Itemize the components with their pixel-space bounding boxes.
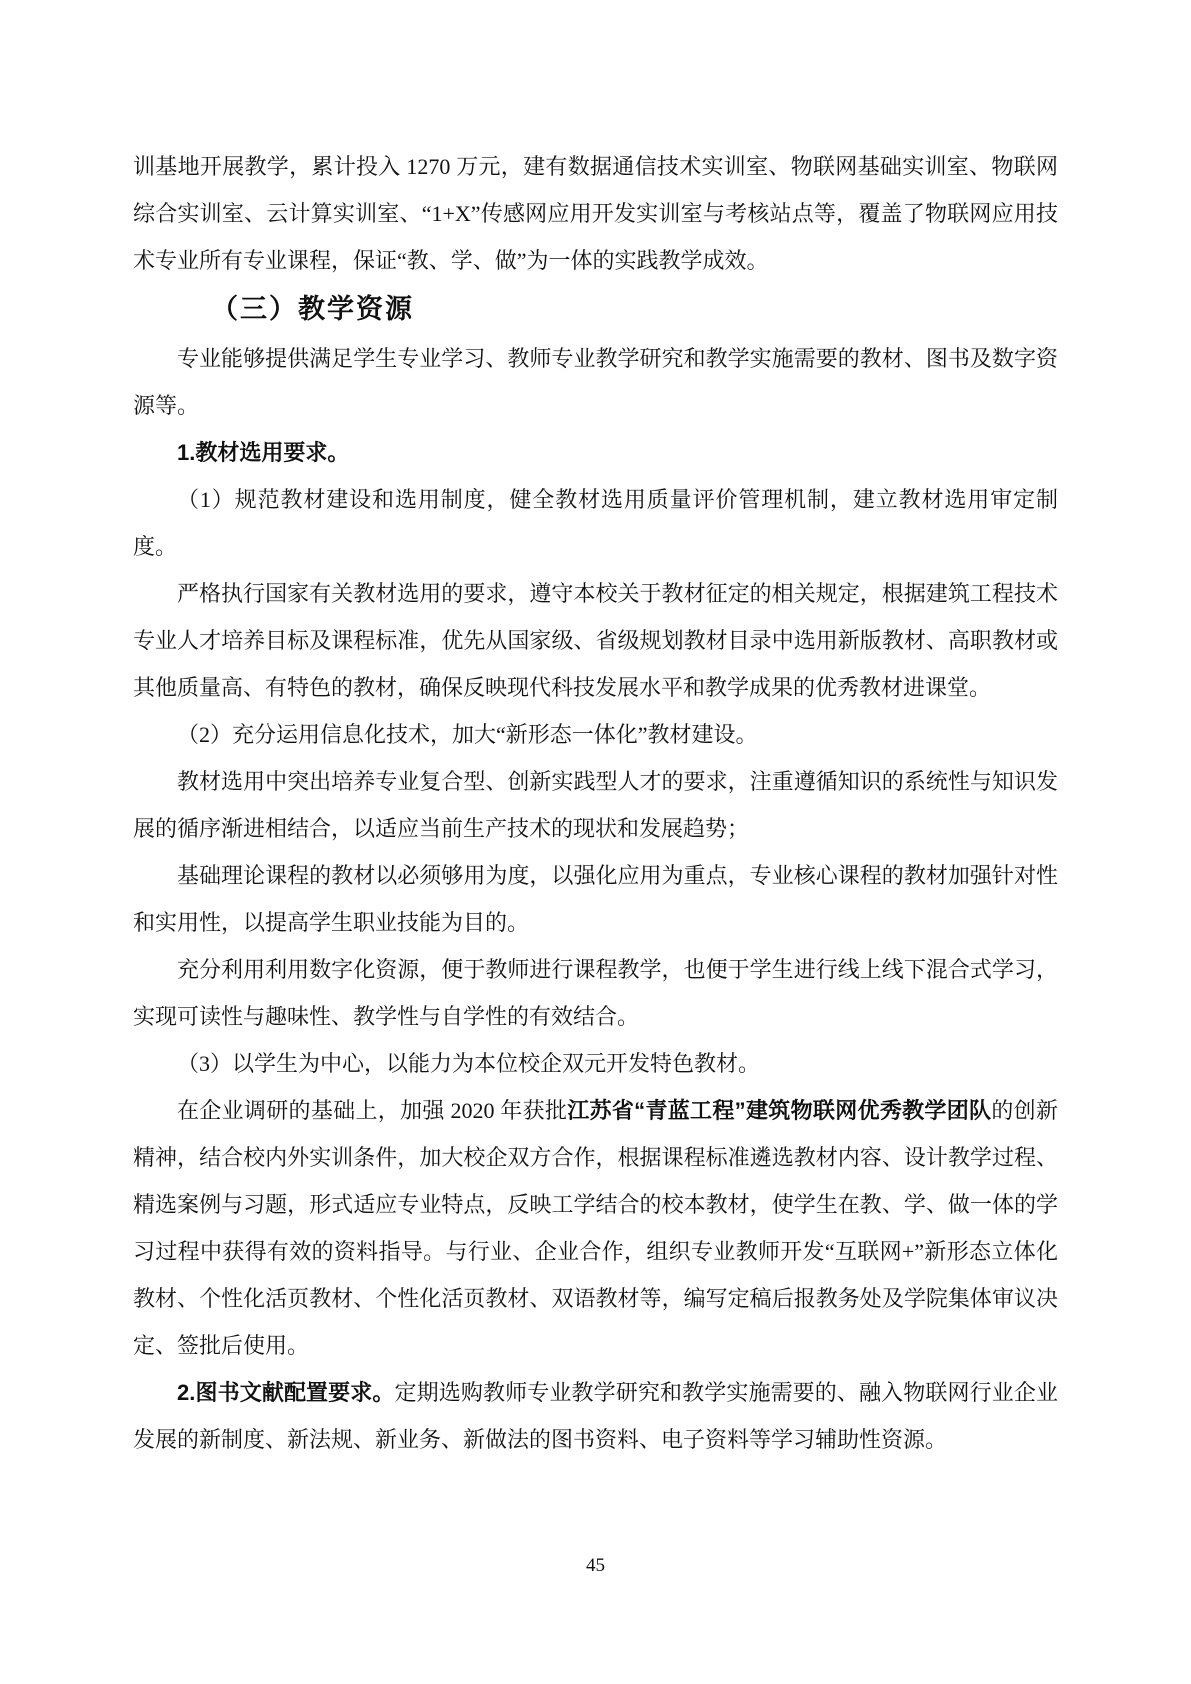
text-run: （2）充分运用信息化技术，加大“新形态一体化”教材建设。 bbox=[177, 722, 758, 747]
text-run: 定期选购教师专业教学研究和教学实施需要的、融入物联网行业企业发展的新制度、新法规、新业务、新做法的图书资料、电子资料等学习辅助性资源。 bbox=[133, 1380, 1058, 1452]
text-run: 专业能够提供满足学生专业学习、教师专业教学研究和教学实施需要的教材、图书及数字资源等。 bbox=[133, 346, 1058, 418]
text-run: （1）规范教材建设和选用制度，健全教材选用质量评价管理机制，建立教材选用审定制度。 bbox=[133, 487, 1058, 559]
paragraph bbox=[133, 429, 1058, 476]
section-heading bbox=[133, 284, 1058, 335]
bold-text-run: 2.图书文献配置要求。 bbox=[177, 1380, 395, 1405]
text-run: 教材选用中突出培养专业复合型、创新实践型人才的要求，注重遵循知识的系统性与知识发展的循序渐进相结合，以适应当前生产技术的现状和发展趋势； bbox=[133, 769, 1058, 841]
page-number: 45 bbox=[586, 1555, 605, 1576]
paragraph bbox=[133, 1040, 1058, 1087]
paragraph bbox=[133, 335, 1058, 429]
text-run: 基础理论课程的教材以必须够用为度，以强化应用为重点，专业核心课程的教材加强针对性和实用性，以提高学生职业技能为目的。 bbox=[133, 863, 1058, 935]
paragraph bbox=[133, 1369, 1058, 1463]
paragraph bbox=[133, 711, 1058, 758]
bold-text-run: 1.教材选用要求。 bbox=[177, 440, 350, 465]
paragraph bbox=[133, 1087, 1058, 1369]
text-run: 训基地开展教学，累计投入 1270 万元，建有数据通信技术实训室、物联网基础实训室、物联网综合实训室、云计算实训室、“1+X”传感网应用开发实训室与考核站点等，覆盖了物联网应用技术专业所有专业课程，保证“教、学、做”为一体的实践教学成效。 bbox=[133, 154, 1058, 273]
text-run: （3）以学生为中心，以能力为本位校企双元开发特色教材。 bbox=[177, 1051, 761, 1076]
paragraph bbox=[133, 758, 1058, 852]
bold-text-run: （三）教学资源 bbox=[211, 294, 414, 324]
page-footer bbox=[0, 1552, 1191, 1580]
document-body bbox=[133, 143, 1058, 1463]
paragraph bbox=[133, 946, 1058, 1040]
paragraph bbox=[133, 852, 1058, 946]
text-run: 严格执行国家有关教材选用的要求，遵守本校关于教材征定的相关规定，根据建筑工程技术专业人才培养目标及课程标准，优先从国家级、省级规划教材目录中选用新版教材、高职教材或其他质量高、有特色的教材，确保反映现代科技发展水平和教学成果的优秀教材进课堂。 bbox=[133, 581, 1058, 700]
bold-text-run: 江苏省“青蓝工程”建筑物联网优秀教学团队 bbox=[567, 1098, 992, 1123]
text-run: 的创新精神，结合校内外实训条件，加大校企双方合作，根据课程标准遴选教材内容、设计教学过程、精选案例与习题，形式适应专业特点，反映工学结合的校本教材，使学生在教、学、做一体的学习过程中获得有效的资料指导。与行业、企业合作，组织专业教师开发“互联网+”新形态立体化教材、个性化活页教材、个性化活页教材、双语教材等，编写定稿后报教务处及学院集体审议决定、签批后使用。 bbox=[133, 1098, 1058, 1358]
paragraph bbox=[133, 143, 1058, 284]
text-run: 充分利用利用数字化资源，便于教师进行课程教学，也便于学生进行线上线下混合式学习，实现可读性与趣味性、教学性与自学性的有效结合。 bbox=[133, 957, 1058, 1029]
paragraph bbox=[133, 476, 1058, 570]
paragraph bbox=[133, 570, 1058, 711]
text-run: 在企业调研的基础上，加强 2020 年获批 bbox=[177, 1098, 568, 1123]
